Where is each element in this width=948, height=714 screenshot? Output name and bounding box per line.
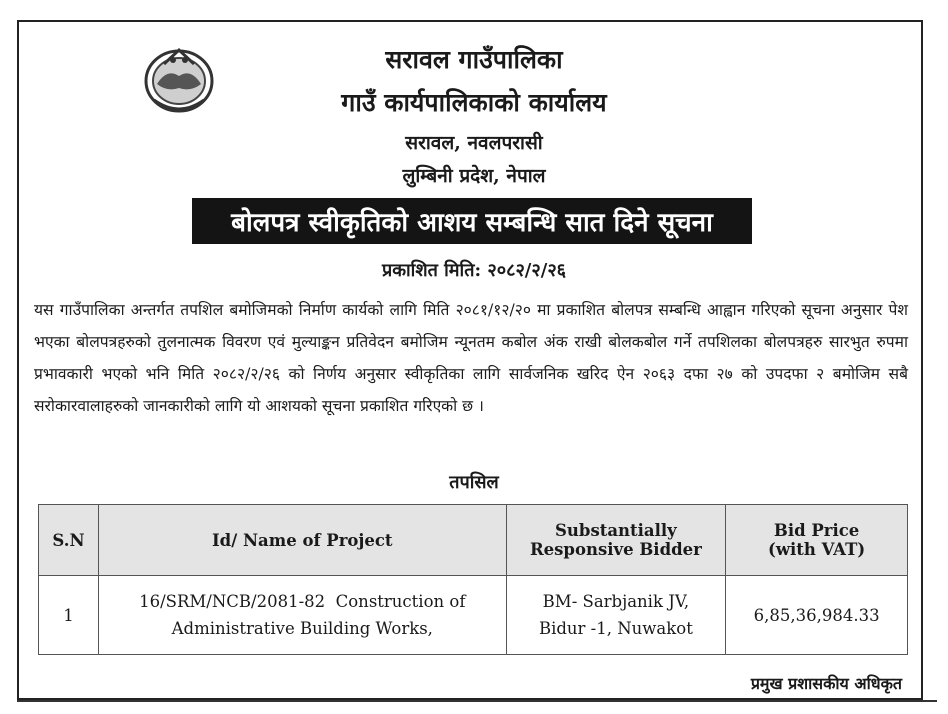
- header-price-line2: (with VAT): [768, 540, 866, 559]
- office-province: लुम्बिनी प्रदेश, नेपाल: [402, 165, 546, 187]
- municipality-name: सरावल गाउँपालिका: [385, 45, 563, 74]
- bottom-rule: [17, 700, 937, 702]
- header-sn: S.N: [39, 505, 99, 576]
- notice-body: यस गाउँपालिका अन्तर्गत तपशिल बमोजिमको निर्माण कार्यको लागि मिति २०८१/१२/२० मा प्रकाशित बोलपत्र सम्बन्धि आह्वान गरिएको सूचना अनुसार पेश भएका बोलपत्रहरुको तुलनात्मक विवरण एवं मुल्याङ्कन प्रतिवेदन बमोजिम न्यूनतम कबोल अंक राखी बोलकबोल गर्ने तपशिलका बोलपत्रहरु सारभुत रुपमा प्रभावकारी भएको भनि मिति २०८२/२/२६ को निर्णय अनुसार स्वीकृतिका लागि सार्वजनिक खरिद ऐन २०६३ दफा २७ को उपदफा २ बमोजिम सबै सरोकारवालाहरुको जानकारीको लागि यो आशयको सूचना प्रकाशित गरिएको छ ।: [34, 301, 908, 415]
- row-project: [98, 576, 506, 655]
- table-heading: तपसिल: [449, 472, 499, 493]
- row-project-line2: Administrative Building Works,: [171, 619, 433, 638]
- table-row: [39, 576, 908, 655]
- header-bidder: [506, 505, 726, 576]
- office-name: गाउँ कार्यपालिकाको कार्यालय: [341, 88, 607, 117]
- table-header-row: [39, 505, 908, 576]
- signatory-title: प्रमुख प्रशासकीय अधिकृत: [750, 674, 902, 693]
- row-sn: 1: [39, 576, 99, 655]
- row-bidder-line2: Bidur -1, Nuwakot: [538, 619, 693, 638]
- notice-title: बोलपत्र स्वीकृतिको आशय सम्बन्धि सात दिने सूचना: [231, 208, 713, 238]
- header-bidder-line2: Responsive Bidder: [529, 540, 702, 559]
- header-bidder-line1: Substantially: [555, 521, 677, 540]
- header-price-line1: Bid Price: [773, 521, 860, 540]
- published-date: प्रकाशित मिति: २०८२/२/२६: [381, 260, 567, 281]
- office-address: सरावल, नवलपरासी: [405, 132, 543, 154]
- header-project: Id/ Name of Project: [98, 505, 506, 576]
- row-price: 6,85,36,984.33: [726, 576, 908, 655]
- row-bidder-line1: BM- Sarbjanik JV,: [542, 592, 690, 611]
- row-bidder: [506, 576, 726, 655]
- notice-title-banner: [192, 198, 752, 244]
- row-project-line1: 16/SRM/NCB/2081-82 Construction of: [139, 592, 466, 611]
- header-price: [726, 505, 908, 576]
- details-table: [38, 504, 908, 655]
